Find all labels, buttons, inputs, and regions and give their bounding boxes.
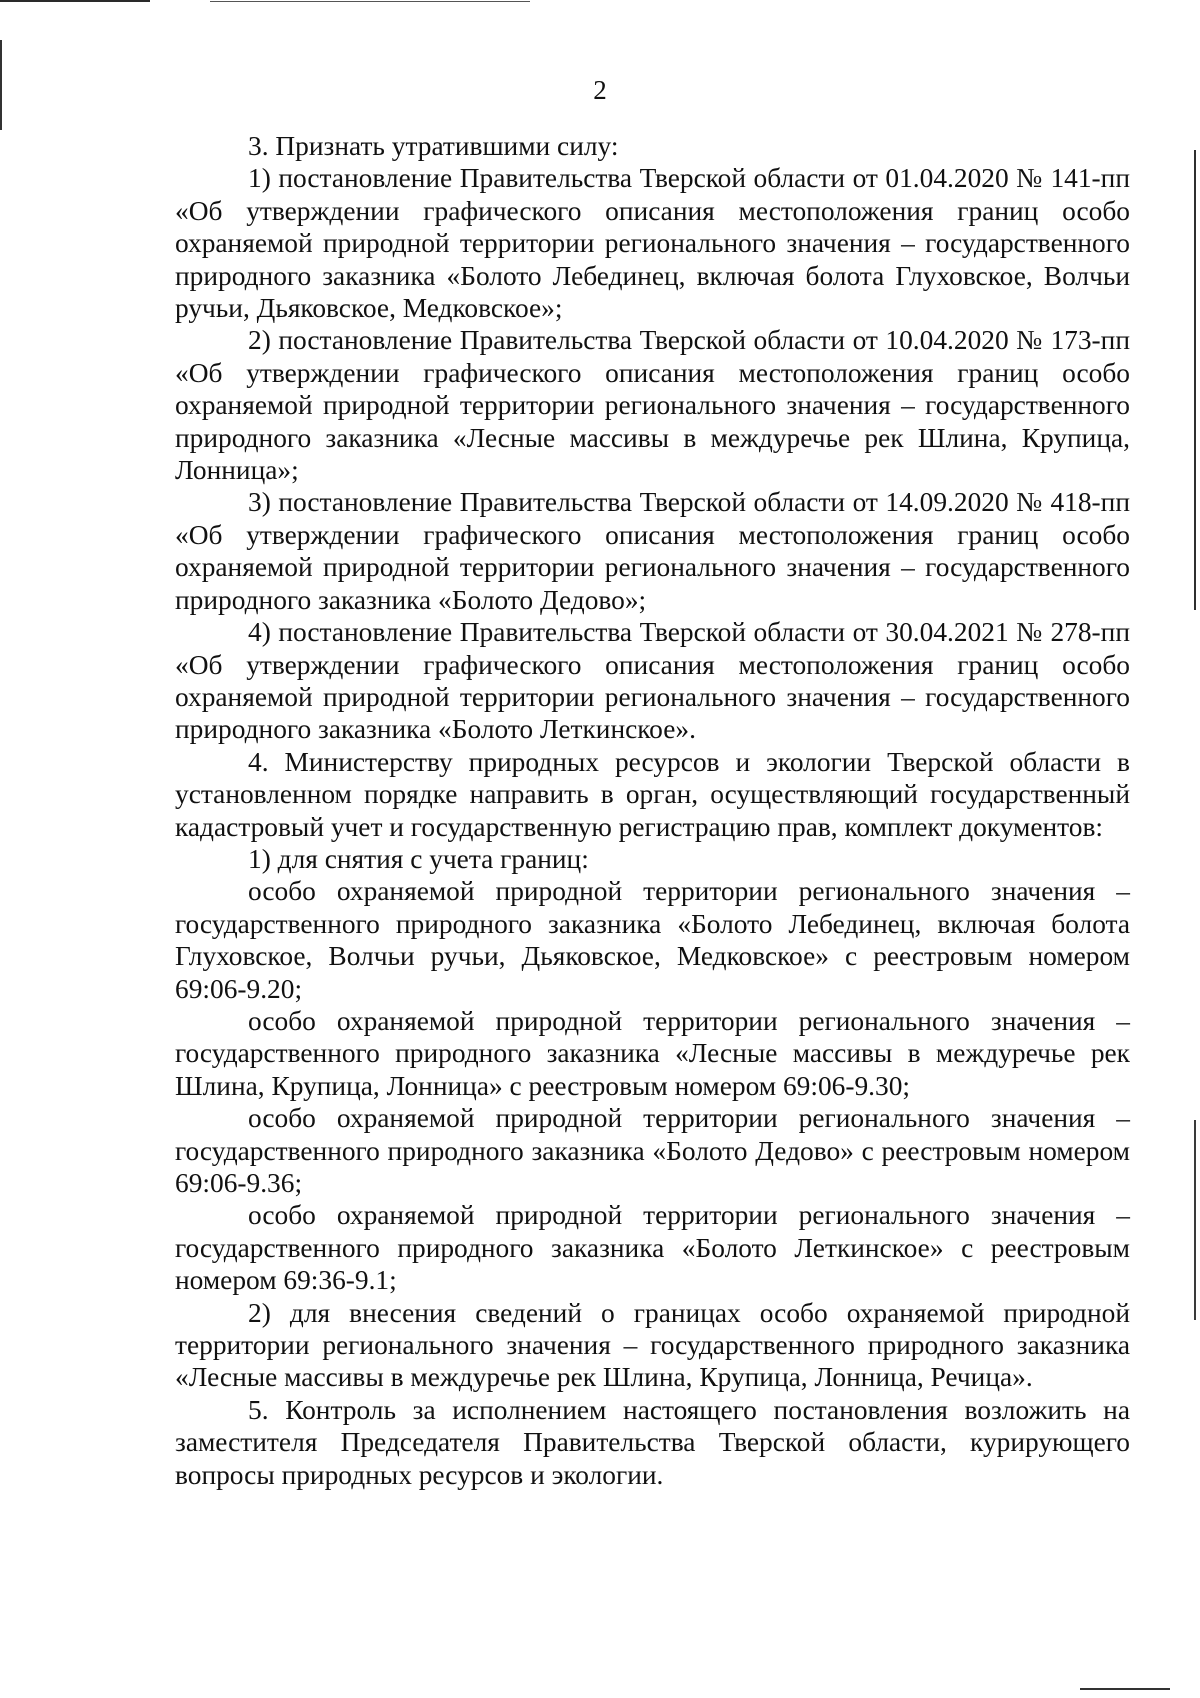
paragraph-item-4-1-b: особо охраняемой природной территории регионального значения – государственного природного заказника «Лесные массивы в междуречье рек Шлина, Крупица, Лонница» с реестровым номером 69:06-9.30;: [175, 1005, 1130, 1101]
paragraph-item-4-2: 2) для внесения сведений о границах особо охраняемой природной территории регионального значения – государственного природного заказника «Лесные массивы в междуречье рек Шлина, Крупица, Лонница, Речица».: [175, 1297, 1130, 1393]
paragraph-item-5: 5. Контроль за исполнением настоящего постановления возложить на заместителя Председателя Правительства Тверской области, курирующего вопросы природных ресурсов и экологии.: [175, 1394, 1130, 1490]
paragraph-item-4-1: 1) для снятия с учета границ:: [248, 843, 589, 874]
paragraph-item-4: 4. Министерству природных ресурсов и экологии Тверской области в установленном порядке направить в орган, осуществляющий государственный кадастровый учет и государственную регистрацию прав, комплект документов:: [175, 746, 1130, 842]
paragraph-item-3-3: 3) постановление Правительства Тверской области от 14.09.2020 № 418-пп «Об утверждении графического описания местоположения границ особо охраняемой природной территории регионального значения – государственного природного заказника «Болото Дедово»;: [175, 487, 1130, 615]
scan-edge-bottom: [1080, 1688, 1170, 1690]
paragraph-item-3: 3. Признать утратившими силу:: [248, 131, 619, 161]
paragraph-item-3-2: 2) постановление Правительства Тверской области от 10.04.2020 № 173-пп «Об утверждении графического описания местоположения границ особо охраняемой природной территории регионального значения – государственного природного заказника «Лесные массивы в междуречье рек Шлина, Крупица, Лонница»;: [175, 325, 1130, 486]
scan-edge-right: [1194, 150, 1196, 610]
scan-edge-top: [0, 0, 150, 2]
paragraph-item-4-1-a: особо охраняемой природной территории регионального значения – государственного природного заказника «Болото Лебединец, включая болота Глуховское, Волчьи ручьи, Дьяковское, Медковское» с реестровым номером 69:06-9.20;: [175, 876, 1130, 1004]
paragraph-item-3-1: 1) постановление Правительства Тверской области от 01.04.2020 № 141-пп «Об утверждении графического описания местоположения границ особо охраняемой природной территории регионального значения – государственного природного заказника «Болото Лебединец, включая болота Глуховское, Волчьи ручьи, Дьяковское, Медковское»;: [175, 163, 1130, 324]
paragraph-item-4-1-c: особо охраняемой природной территории регионального значения – государственного природного заказника «Болото Дедово» с реестровым номером 69:06-9.36;: [175, 1103, 1130, 1198]
scan-edge-top-faint: [210, 1, 530, 2]
document-body: [175, 130, 1130, 1491]
paragraph-item-3-4: 4) постановление Правительства Тверской области от 30.04.2021 № 278-пп «Об утверждении графического описания местоположения границ особо охраняемой природной территории регионального значения – государственного природного заказника «Болото Леткинское».: [175, 617, 1130, 745]
scan-edge-right-lower: [1194, 1120, 1196, 1320]
page-number: 2: [593, 75, 607, 105]
paragraph-item-4-1-d: особо охраняемой природной территории регионального значения – государственного природного заказника «Болото Леткинское» с реестровым номером 69:36-9.1;: [175, 1200, 1130, 1296]
